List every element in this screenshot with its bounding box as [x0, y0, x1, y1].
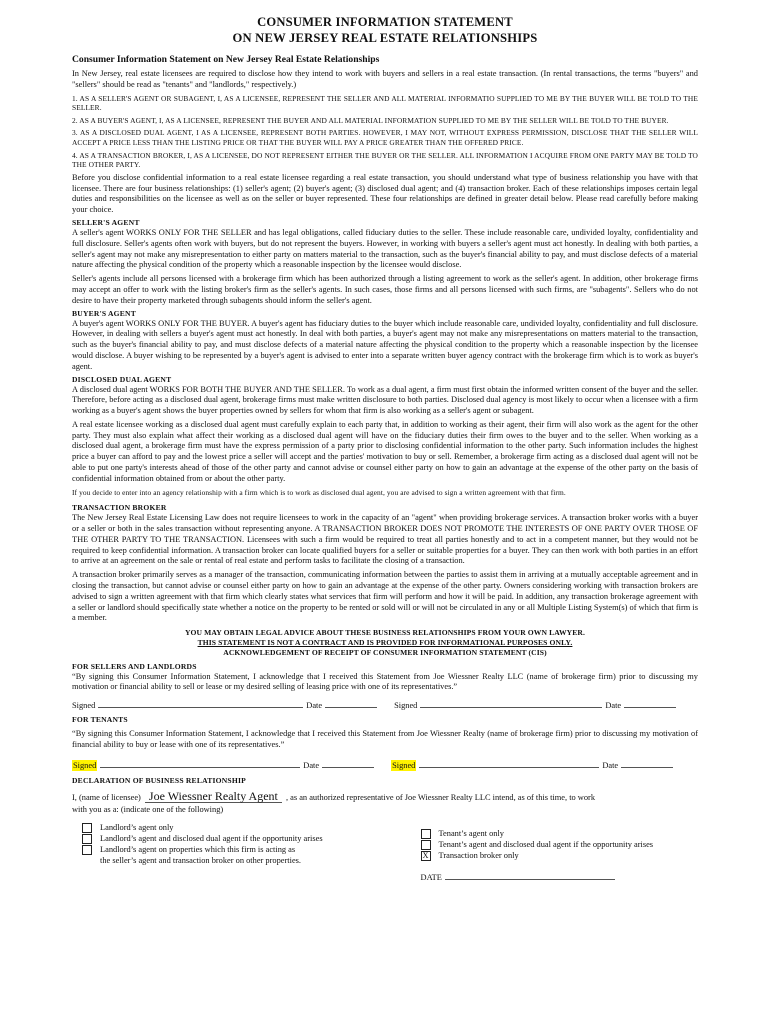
sellers-agent-paragraph-2: Seller's agents include all persons licensed with a brokerage firm which has been authorized through a listing agreement to work as the seller's agent. In addition, other brokerage firms may accept an offer to work with the listing broker's firm as the seller's agents. In such cases, those firms and all persons licensed with such firms, are "subagents". Sellers who do not desire to have their property marketed through subagents should inform the seller's agent. — [72, 274, 698, 305]
legal-advice-notice: YOU MAY OBTAIN LEGAL ADVICE ABOUT THESE BUSINESS RELATIONSHIPS FROM YOUR OWN LAWYER. — [184, 628, 586, 638]
title-line-2: ON NEW JERSEY REAL ESTATE RELATIONSHIPS — [232, 31, 538, 45]
date-label: Date — [602, 760, 619, 770]
acknowledgement-heading: ACKNOWLEDGEMENT OF RECEIPT OF CONSUMER INFORMATION STATEMENT (CIS) — [223, 647, 547, 657]
checkbox[interactable] — [421, 829, 431, 839]
subtitle: Consumer Information Statement on New Jersey Real Estate Relationships — [72, 54, 380, 65]
transaction-broker-paragraph-2: A transaction broker primarily serves as a manager of the transaction, communicating information between the parties to assist them in arriving at a mutually acceptable agreement and in closing the transaction, but cannot advise or counsel either party on how to gain an advantage at the expense of the other party. Owners considering working with transaction brokers are advised to sign a written agreement with that firm which clearly states what services that firm will perform and how it will be paid. In addition, any transaction brokerage agreement with a seller or landlord should specifically state whether a notice on the property to be rented or sold will or will not be circulated in any or all Multiple Listing System(s) of which that firm is a member. — [72, 570, 698, 623]
tenant-signature-row — [72, 759, 698, 771]
before-paragraph: Before you disclose confidential information to a real estate licensee regarding a real estate transaction, you should understand what type of business relationship you have with that licensee. There are four business relationships: (1) seller's agent; (2) buyer's agent; (3) disclosed dual agent; and (4) transaction broker. Each of these relationships imposes certain legal duties and responsibilities on the licensee as well as on the seller or buyer represented. These four relationships are defined in greater detail below. Please read carefully before making your choice. — [72, 172, 698, 215]
dual-agent-paragraph-3: If you decide to enter into an agency relationship with a firm which is to work as disclosed dual agent, you are advised to sign a written agreement with that firm. — [72, 487, 566, 497]
signed-label: Signed — [394, 701, 418, 711]
tenant-options — [393, 822, 698, 883]
cis-document — [72, 14, 698, 883]
date-field[interactable] — [624, 699, 676, 708]
option-label-continued: the seller’s agent and transaction broker on other properties. — [100, 855, 302, 865]
seller-signature-2[interactable] — [394, 699, 679, 711]
signed-label-highlighted: Signed — [392, 760, 416, 770]
date-label: Date — [306, 701, 323, 711]
signature-field[interactable] — [100, 759, 300, 768]
declaration-line-2: with you as a: (indicate one of the following) — [72, 804, 224, 814]
date-field[interactable] — [621, 759, 673, 768]
transaction-broker-heading: TRANSACTION BROKER — [72, 503, 167, 513]
date-field[interactable] — [322, 759, 374, 768]
option-label: Tenant’s agent and disclosed dual agent if the opportunity arises — [438, 839, 654, 849]
declaration-date-field[interactable] — [445, 871, 615, 880]
for-tenants-statement: “By signing this Consumer Information Statement, I acknowledge that I received this Statement from Joe Wiessner Realty (name of brokerage firm) prior to discussing my motivation of financial ability to buy or lease with one of its representatives.” — [72, 729, 698, 750]
buyers-agent-paragraph: A buyer's agent WORKS ONLY FOR THE BUYER. A buyer's agent has fiduciary duties to the buyer which include reasonable care, undivided loyalty, confidentiality and full disclosure. However, in dealing with sellers a buyer's agent must act honestly. In deal with both parties, a buyer's agent may not make any misrepresentations on matters material to the transaction, such as the buyer's financial ability to pay, and must disclose defects of a material nature affecting the physical condition to the property which a reasonable inspection by the licensee would disclose. A buyer wishing to be represented by a buyer's agent is advised to enter into a separate written buyer agency contract with the brokerage firm which is to work as buyer's agent. — [72, 318, 698, 371]
relationship-options — [72, 822, 698, 883]
option-tenants-agent-only[interactable] — [411, 828, 698, 839]
option-label: Transaction broker only — [438, 850, 519, 860]
not-contract-text: THIS STATEMENT IS NOT A CONTRACT AND IS PROVIDED FOR INFORMATIONAL PURPOSES ONLY. — [197, 638, 573, 648]
option-landlords-agent-only[interactable] — [72, 822, 393, 833]
sellers-agent-paragraph-1: A seller's agent WORKS ONLY FOR THE SELLER and has legal obligations, called fiduciary duties to the seller. These include reasonable care, undivided loyalty, confidentiality and full disclosure. Seller's agents often work with buyers, but do not represent the buyers. However, in working with buyers a seller's agent must act honestly. In dealing with both parties, a seller's agent may not make any misrepresentation to either party on matters material to the transaction, such as the buyer's financial ability to pay, and must disclose defects of a material nature affecting the physical condition of the property which a reasonable inspection by the licensee would disclose. — [72, 227, 698, 270]
option-landlords-agent-dual[interactable] — [72, 833, 393, 844]
date-label: Date — [303, 760, 320, 770]
declaration-heading: DECLARATION OF BUSINESS RELATIONSHIP — [72, 775, 246, 785]
option-tenants-agent-dual[interactable] — [411, 839, 698, 850]
relationship-item-2: 2. AS A BUYER'S AGENT, I, AS A LICENSEE, REPRESENT THE BUYER AND ALL MATERIAL INFORMATION SUPPLIED TO ME BY THE SELLER WILL BE TOLD TO THE BUYER. — [72, 115, 669, 125]
option-label: Tenant’s agent only — [438, 828, 504, 838]
title-line-1: CONSUMER INFORMATION STATEMENT — [257, 15, 513, 29]
relationship-item-3: 3. AS A DISCLOSED DUAL AGENT, I AS A LICENSEE, REPRESENT BOTH PARTIES. HOWEVER, I MAY NOT, WITHOUT EXPRESS PERMISSION, DISCLOSE THAT THE SELLER WILL ACCEPT A PRICE LESS THAN THE LISTING PRICE OR THAT THE BUYER WILL PAY A PRICE GREATER THAN THE OFFERED PRICE. — [72, 128, 698, 147]
signature-field[interactable] — [419, 759, 599, 768]
declaration-statement — [72, 790, 698, 816]
declaration-suffix: , as an authorized representative of Joe Wiessner Realty LLC intend, as of this time, to work — [285, 792, 596, 802]
option-label: Landlord’s agent only — [100, 822, 174, 832]
seller-signature-1[interactable] — [72, 699, 380, 711]
for-sellers-heading: FOR SELLERS AND LANDLORDS — [72, 661, 197, 671]
seller-signature-row — [72, 699, 698, 711]
date-label: Date — [605, 701, 622, 711]
declaration-prefix: I, (name of licensee) — [72, 792, 141, 802]
landlord-options — [72, 822, 393, 883]
date-field[interactable] — [325, 699, 377, 708]
checkbox[interactable] — [82, 845, 92, 855]
declaration-date-row — [411, 871, 698, 883]
dual-agent-paragraph-1: A disclosed dual agent WORKS FOR BOTH THE BUYER AND THE SELLER. To work as a dual agent, a firm must first obtain the informed written consent of the buyer and the seller. Therefore, before acting as a disclosed dual agent, brokerage firms must make written disclosure to both parties. Disclosed dual agency is most likely to occur when a licensee with a firm working as a buyer's agent shows the buyer properties owned by sellers for whom that firm is also working as a seller's agent or subagent. — [72, 384, 698, 416]
signature-field[interactable] — [420, 699, 602, 708]
for-tenants-heading: FOR TENANTS — [72, 715, 128, 725]
option-label: Landlord’s agent and disclosed dual agent if the opportunity arises — [100, 833, 323, 843]
option-landlords-agent-properties[interactable] — [72, 844, 393, 855]
option-transaction-broker-only[interactable] — [411, 850, 698, 861]
intro-paragraph: In New Jersey, real estate licensees are required to disclose how they intend to work with buyers and sellers in a real estate transaction. (In rental transactions, the terms "buyers" and "sellers" should be read as "tenants" and "landlords," respectively.) — [72, 69, 698, 89]
signed-label: Signed — [72, 701, 96, 711]
sellers-agent-heading: SELLER'S AGENT — [72, 217, 140, 227]
signature-field[interactable] — [98, 699, 303, 708]
checkbox-checked[interactable]: X — [421, 851, 431, 861]
dual-agent-heading: DISCLOSED DUAL AGENT — [72, 374, 172, 384]
buyers-agent-heading: BUYER'S AGENT — [72, 308, 136, 318]
document-title — [72, 14, 698, 46]
relationship-item-4: 4. AS A TRANSACTION BROKER, I, AS A LICENSEE, DO NOT REPRESENT EITHER THE BUYER OR THE SELLER. ALL INFORMATION I ACQUIRE FROM ONE PARTY MAY BE TOLD TO THE OTHER PARTY. — [72, 150, 698, 170]
tenant-signature-2[interactable] — [391, 759, 676, 771]
not-contract-notice — [72, 638, 698, 648]
date-caps-label: DATE — [420, 872, 442, 882]
for-sellers-statement: “By signing this Consumer Information Statement, I acknowledge that I received this Statement from Joe Wiessner Realty LLC (name of brokerage firm) prior to discussing my motivation or financial ability to sell or lease or my desired selling of leasing price with one of its representatives.” — [72, 671, 698, 692]
relationship-item-1: 1. AS A SELLER'S AGENT OR SUBAGENT, I, AS A LICENSEE, REPRESENT THE SELLER AND ALL MATERIAL INFORMATIO SUPPLIED TO ME BY THE BUYER WILL BE TOLD TO THE SELLER. — [72, 93, 698, 113]
option-label: Landlord’s agent on properties which this firm is acting as — [100, 844, 296, 854]
tenant-signature-1[interactable] — [72, 759, 377, 771]
checkbox[interactable] — [421, 840, 431, 850]
checkbox[interactable] — [82, 834, 92, 844]
licensee-name-field[interactable]: Joe Wiessner Realty Agent — [145, 790, 282, 803]
checkbox[interactable] — [82, 823, 92, 833]
dual-agent-paragraph-2: A real estate licensee working as a disclosed dual agent must carefully explain to each party that, in addition to working as their agent, their firm will also work as the agent for the other party. They must also explain what affect their working as a disclosed dual agent will have on the fiduciary duties their firm owes to the buyer and to the seller. When working as a disclosed dual agent, a brokerage firm must have the express permission of a party prior to disclosing confidential information to the other party. Such information includes the highest price a buyer can afford to pay and the lowest price a seller will accept and the parties' motivation to buy or sell. Remember, a brokerage firm acting as a disclosed dual agent will not be able to put one party's interests ahead of those of the other party and cannot advise or counsel either party on how to gain an advantage at the expense of the other party on the basis of confidential information obtained from or about the other party. — [72, 419, 698, 483]
signed-label-highlighted: Signed — [73, 760, 97, 770]
transaction-broker-paragraph-1: The New Jersey Real Estate Licensing Law does not require licensees to work in the capacity of an "agent" when providing brokerage services. A transaction broker works with a buyer or a seller or both in the sales transaction without representing anyone. A TRANSACTION BROKER DOES NOT PROMOTE THE INTERESTS OF ONE PARTY OVER THOSE OF THE OTHER PARTY TO THE TRANSACTION. Licensees with such a firm would be required to treat all parties honestly and to act in a competent manner, but they would not be required to keep confidential information. A transaction broker can locate qualified buyers for a seller or suitable properties for a buyer. They can then work with both parties in an effort to arrive at an agreement on the sale or rental of real estate and perform tasks to facilitate the closing of a transaction. — [72, 513, 698, 566]
